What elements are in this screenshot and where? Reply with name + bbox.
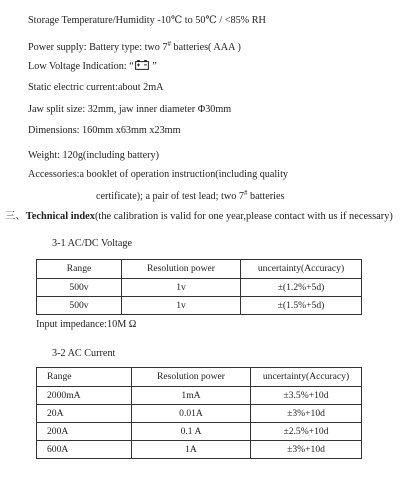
resolution-cell: 1A — [132, 441, 251, 459]
section-title — [5, 211, 393, 223]
jaw-size-line: Jaw split size: 32mm, jaw inner diameter Φ30mm — [28, 104, 232, 115]
range-cell: 500v — [37, 279, 122, 297]
accessories-line: Accessories:a booklet of operation instruction(including quality — [28, 169, 289, 180]
ac-dc-voltage-table — [36, 259, 362, 315]
resolution-header: Resolution power — [132, 368, 251, 387]
battery-icon — [135, 60, 149, 70]
range-header: Range — [37, 260, 122, 279]
accessories-line-2 — [96, 187, 285, 203]
table-header-row — [37, 368, 362, 387]
power-supply-line — [28, 38, 241, 54]
accessories-sup: # — [243, 189, 248, 197]
range-cell: 2000mA — [37, 387, 132, 405]
accessories-text: certificate); a pair of test lead; two 7 — [96, 191, 244, 202]
low-voltage-text: Low Voltage Indication: “ — [28, 61, 134, 72]
low-voltage-line — [28, 60, 157, 73]
table-header-row — [37, 260, 362, 279]
power-supply-text-end: batteries( AAA ) — [171, 42, 241, 53]
table-row — [37, 279, 362, 297]
power-supply-text: Power supply: Battery type: two 7 — [28, 42, 168, 53]
ac-table-heading: 3-2 AC Current — [52, 348, 116, 359]
input-impedance: Input impedance:10M Ω — [36, 319, 137, 330]
accuracy-cell: ±3%+10d — [251, 441, 362, 459]
accuracy-header: uncertainty(Accuracy) — [241, 260, 362, 279]
accessories-text-end: batteries — [247, 191, 285, 202]
range-cell: 20A — [37, 405, 132, 423]
low-voltage-text-end: ” — [149, 61, 157, 72]
resolution-cell: 0.01A — [132, 405, 251, 423]
weight-line: Weight: 120g(including battery) — [28, 150, 160, 161]
ac-current-table — [36, 367, 362, 459]
accuracy-cell: ±(1.2%+5d) — [241, 279, 362, 297]
accuracy-header: uncertainty(Accuracy) — [251, 368, 362, 387]
accuracy-cell: ±(1.5%+5d) — [241, 297, 362, 315]
accuracy-cell: ±2.5%+10d — [251, 423, 362, 441]
resolution-cell: 0.1 A — [132, 423, 251, 441]
table-row — [37, 423, 362, 441]
range-cell: 500v — [37, 297, 122, 315]
section-note: (the calibration is valid for one year,please contact with us if necessary) — [94, 211, 393, 222]
section-title-bold: Technical index — [25, 211, 95, 222]
range-header: Range — [37, 368, 132, 387]
table-row — [37, 405, 362, 423]
resolution-cell: 1v — [122, 297, 241, 315]
section-prefix: 三、 — [5, 211, 26, 222]
table-row — [37, 387, 362, 405]
table-row — [37, 297, 362, 315]
power-supply-sup: # — [167, 40, 171, 48]
range-cell: 600A — [37, 441, 132, 459]
accuracy-cell: ±3.5%+10d — [251, 387, 362, 405]
resolution-header: Resolution power — [122, 260, 241, 279]
table-row — [37, 441, 362, 459]
dc-table-heading: 3-1 AC/DC Voltage — [52, 238, 132, 249]
dimensions-line: Dimensions: 160mm x63mm x23mm — [28, 125, 181, 136]
resolution-cell: 1mA — [132, 387, 251, 405]
resolution-cell: 1v — [122, 279, 241, 297]
range-cell: 200A — [37, 423, 132, 441]
storage-line: Storage Temperature/Humidity -10℃ to 50℃ / <85% RH — [28, 15, 266, 26]
accuracy-cell: ±3%+10d — [251, 405, 362, 423]
static-current-line: Static electric current:about 2mA — [28, 82, 164, 93]
